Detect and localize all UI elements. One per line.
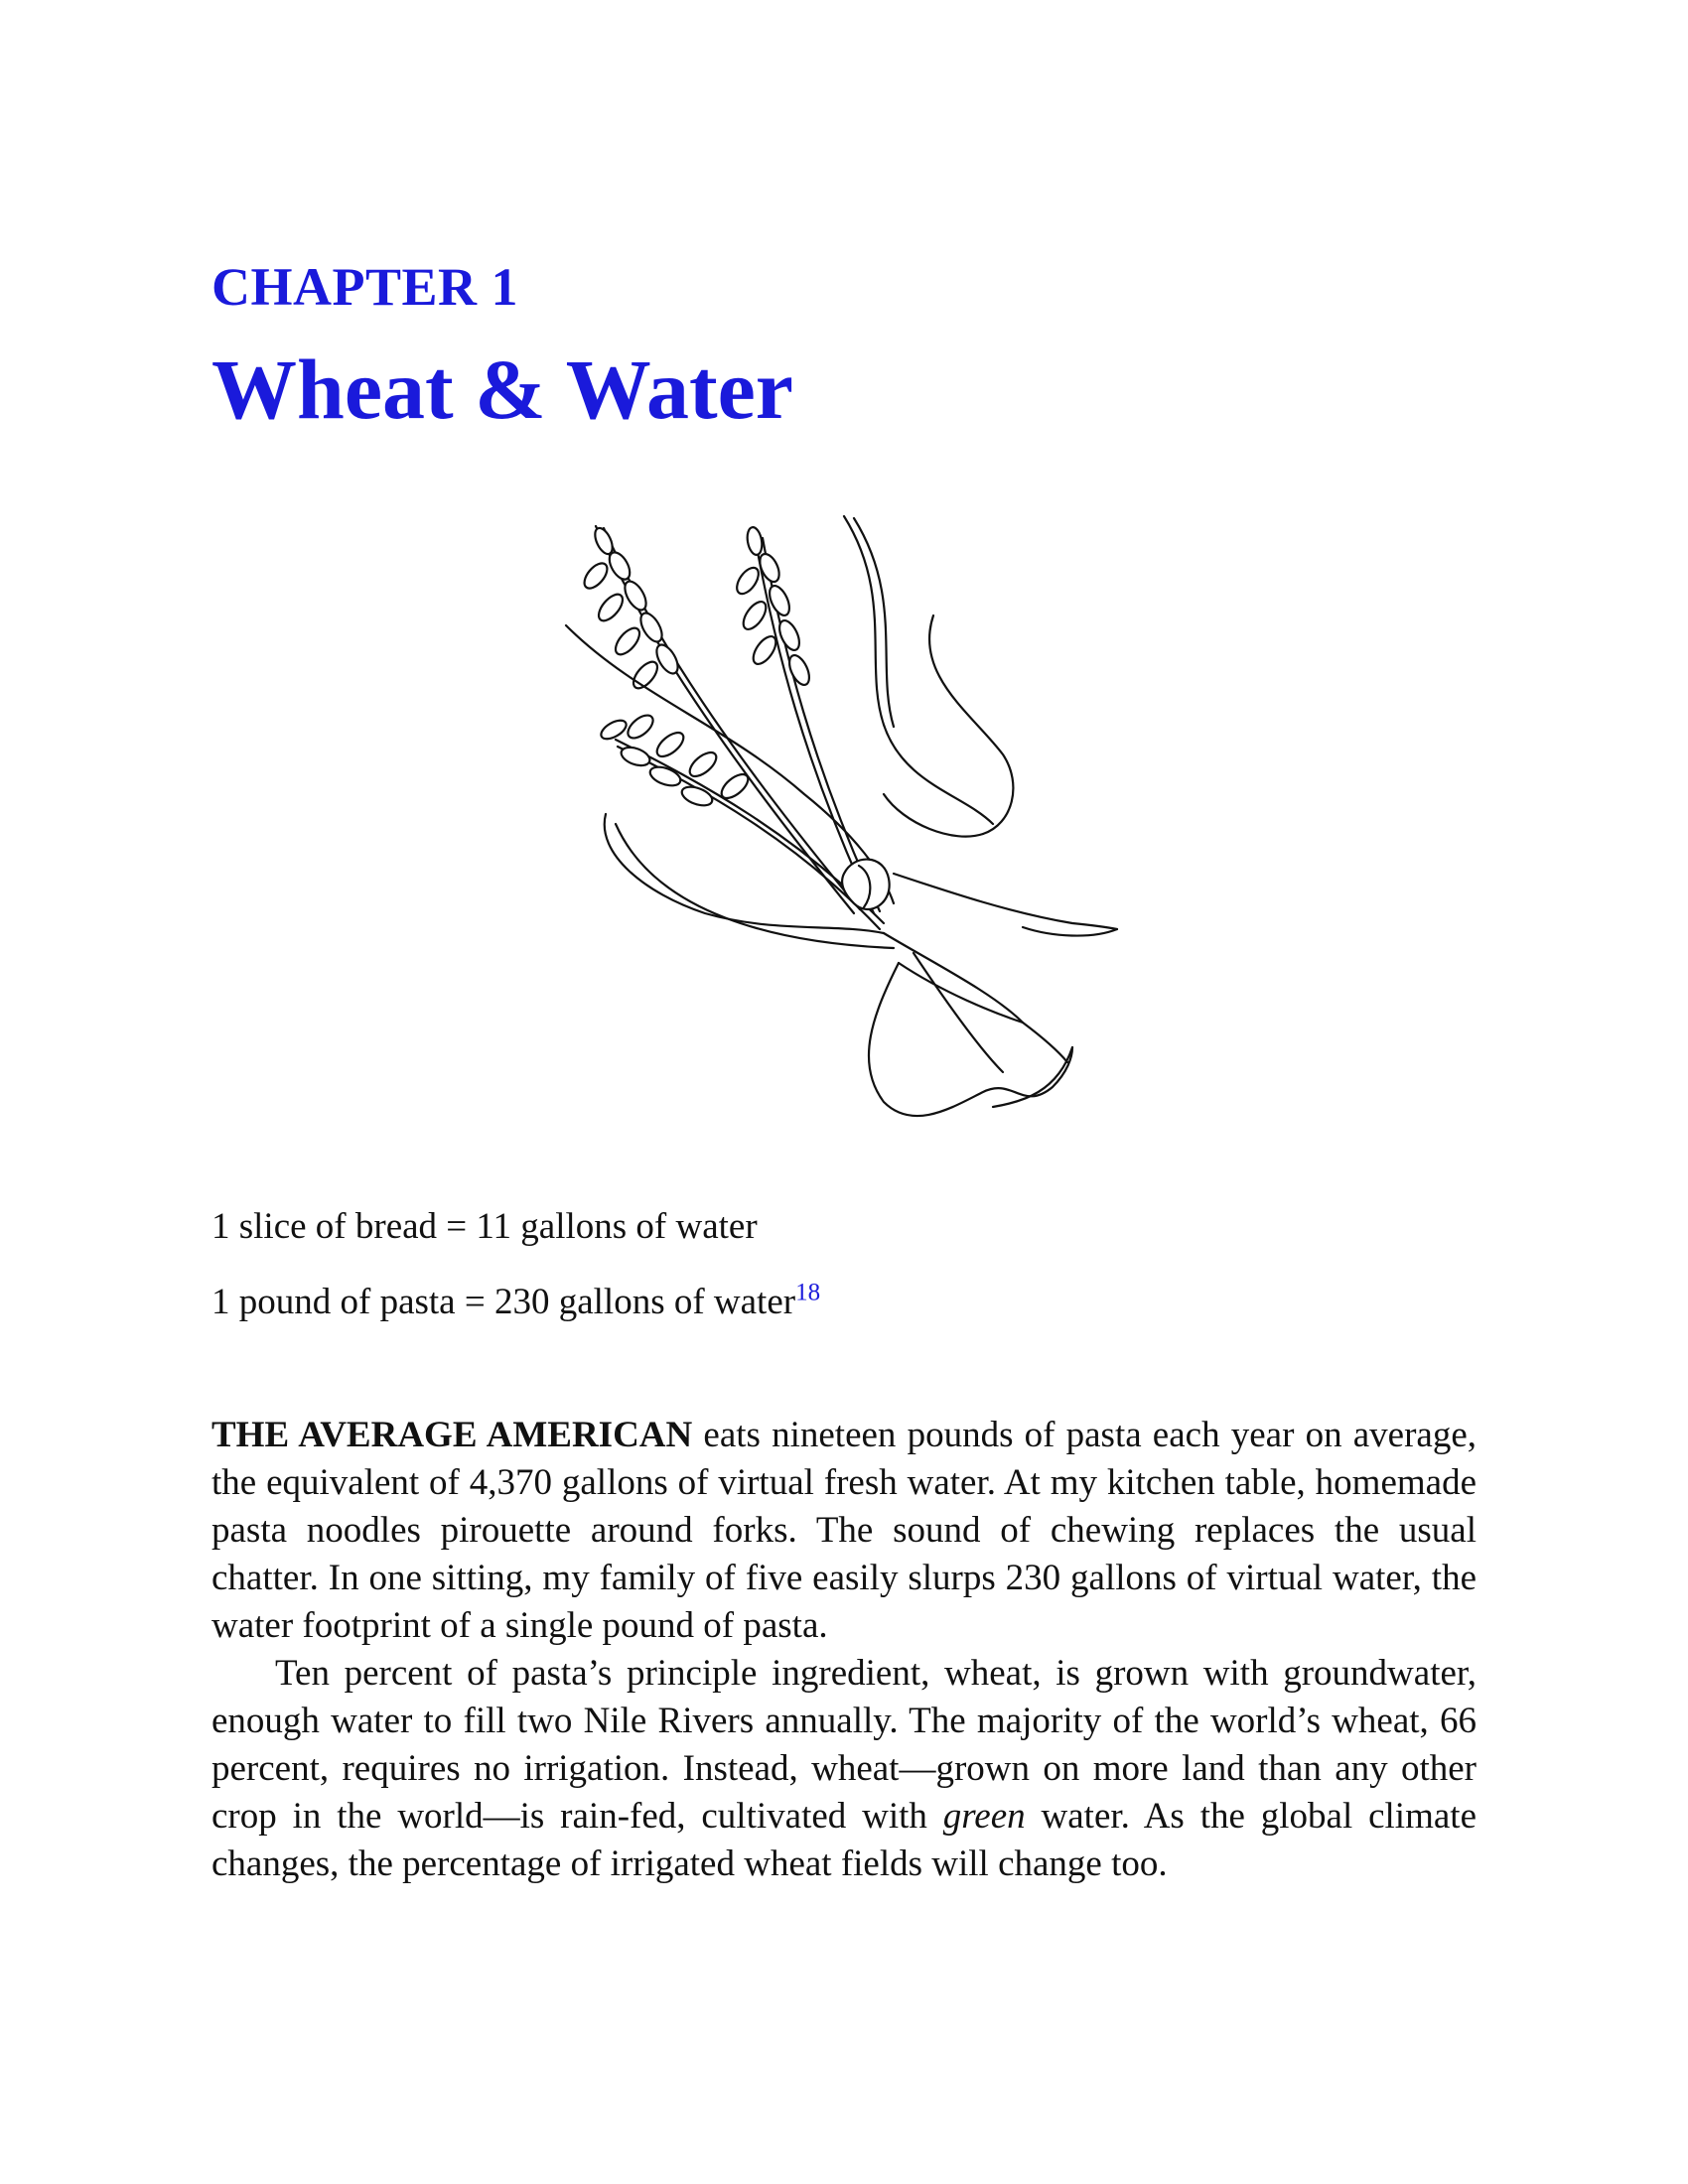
stat-pasta-text: 1 pound of pasta = 230 gallons of water — [211, 1282, 796, 1322]
stat-line — [211, 1205, 758, 1248]
stat-line — [211, 1281, 820, 1323]
paragraph — [211, 1650, 1477, 1888]
stat-bread-text: 1 slice of bread = 11 gallons of water — [211, 1206, 758, 1247]
paragraph-text: water. As the global climate changes, the percentage of irrigated wheat fields will change too. — [211, 1796, 1477, 1884]
paragraph — [211, 1412, 1477, 1650]
paragraph-text: eats nineteen pounds of pasta each year on average, the equivalent of 4,370 gallons of virtual fresh water. At my kitchen table, homemade pasta noodles pirouette around forks. The sound of chewing replaces the usual chatter. In one sitting, my family of five easily slurps 230 gallons of virtual water, the water footprint of a single pound of pasta. — [211, 1415, 1477, 1646]
emphasis-text: green — [942, 1796, 1026, 1837]
paragraph-text: Ten percent of pasta’s principle ingredient, wheat, is grown with groundwater, enough water to fill two Nile Rivers annually. The majority of the world’s wheat, 66 percent, requires no irrigation. Instead, wheat—grown on more land than any other crop in the world—is rain-fed, cultivated with — [211, 1653, 1477, 1837]
chapter-title: Wheat & Water — [211, 341, 793, 437]
footnote-reference[interactable]: 18 — [795, 1279, 821, 1306]
body-text — [211, 1412, 1477, 1888]
chapter-label: CHAPTER 1 — [211, 257, 519, 317]
wheat-sheaf-icon — [556, 496, 1132, 1142]
lead-in: THE AVERAGE AMERICAN — [211, 1415, 693, 1455]
